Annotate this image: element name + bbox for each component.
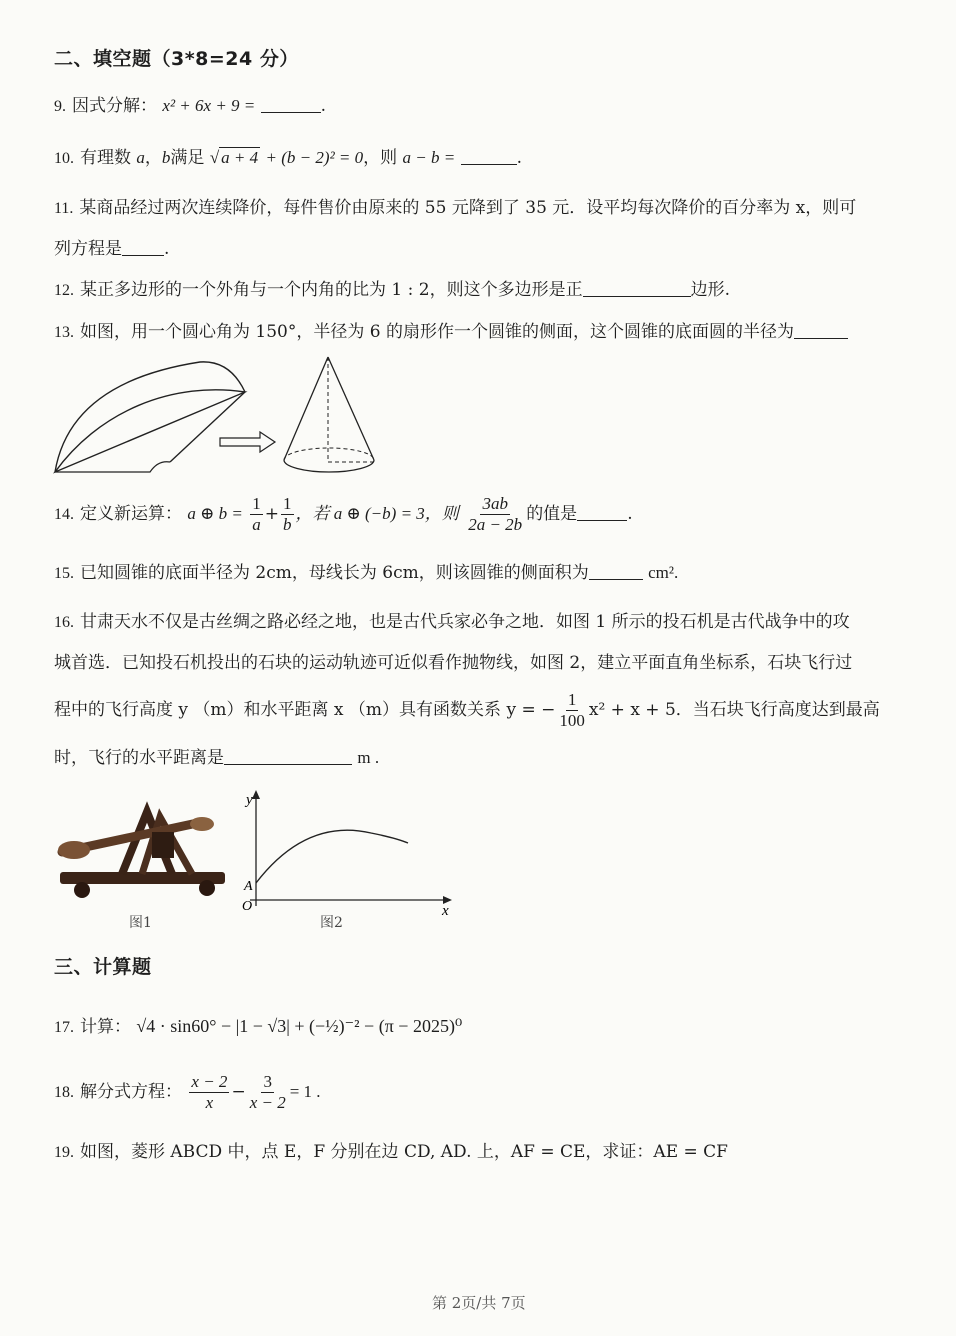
- question-text: 甘肃天水不仅是古丝绸之路必经之地，也是古代兵家必争之地．如图 1 所示的投石机是古代战争中的攻: [80, 612, 850, 632]
- catapult-wheel: [199, 880, 215, 896]
- parabola-curve: [256, 830, 408, 883]
- sector-corner: [55, 462, 170, 472]
- question-number: 15.: [54, 565, 74, 582]
- math-expression: = 1 .: [289, 1082, 321, 1101]
- question-9: [54, 94, 326, 119]
- figure2-caption: 图2: [320, 915, 343, 931]
- sqrt-expression: √ a + 4: [209, 148, 259, 167]
- fraction: [466, 494, 524, 535]
- axis-x-label: x: [442, 903, 449, 918]
- question-15: [54, 561, 678, 586]
- catapult-counterweight: [152, 832, 174, 858]
- numerator: 1: [567, 690, 577, 709]
- sector-radius: [170, 392, 245, 462]
- question-13: [54, 320, 848, 345]
- numerator: 1: [283, 494, 292, 513]
- answer-blank: [577, 504, 627, 521]
- math-expression: a ⊕ b =: [187, 504, 243, 523]
- numerator: 3: [263, 1072, 272, 1091]
- question-number: 13.: [54, 324, 74, 341]
- question-18: [54, 1072, 321, 1113]
- sector-arc: [55, 362, 245, 472]
- question-16-line3: [54, 690, 880, 731]
- question-number: 10.: [54, 150, 74, 167]
- question-11-line2: [54, 237, 169, 261]
- math-expression: x² + 6x + 9 =: [162, 96, 256, 115]
- question-label: 定义新运算：: [80, 504, 182, 524]
- section-title-fill-in: 二、填空题（3*8=24 分）: [54, 48, 299, 70]
- y-axis-arrow-icon: [252, 790, 260, 799]
- question-text: 时，飞行的水平距离是: [54, 748, 224, 768]
- math-expression: √4 · sin60° − |1 − √3| + (−½)⁻² − (π − 2025)⁰: [136, 1016, 463, 1036]
- question-number: 18.: [54, 1084, 74, 1101]
- question-text: 如图，用一个圆心角为 150°，半径为 6 的扇形作一个圆锥的侧面，这个圆锥的底面圆的半径为: [80, 322, 794, 342]
- math-expression: + (b − 2)² = 0: [265, 148, 364, 167]
- period: .: [627, 504, 633, 524]
- question-number: 16.: [54, 614, 74, 631]
- denominator: 100: [559, 711, 585, 730]
- fraction: [189, 1072, 229, 1113]
- answer-blank: [122, 239, 164, 256]
- plus-sign: +: [264, 504, 280, 524]
- period: .: [320, 96, 327, 116]
- question-text: 如图，菱形 ABCD 中，点 E，F 分别在边 CD, AD. 上，AF = CE，求证：AE = CF: [80, 1142, 728, 1162]
- fraction: [281, 494, 294, 535]
- catapult-wheel: [74, 882, 90, 898]
- catapult-sling: [58, 841, 90, 859]
- fraction: [248, 1072, 288, 1113]
- question-text: 某商品经过两次连续降价，每件售价由原来的 55 元降到了 35 元．设平均每次降价的百分率为 x，则可: [79, 198, 857, 218]
- section-title-calculation: 三、计算题: [54, 956, 152, 978]
- denominator: 2a − 2b: [468, 515, 523, 534]
- question-number: 19.: [54, 1144, 74, 1161]
- answer-blank: [261, 96, 321, 113]
- fraction: [557, 690, 587, 731]
- question-text: 满足: [170, 148, 205, 168]
- denominator: x − 2: [249, 1093, 286, 1112]
- origin-label: O: [242, 899, 253, 914]
- question-text: 程中的飞行高度 y （m）和水平距离 x （m）具有函数关系 y = −: [54, 700, 556, 720]
- question-label: 解分式方程：: [80, 1082, 182, 1102]
- period: .: [164, 239, 170, 259]
- answer-blank: [224, 748, 352, 765]
- question-number: 17.: [54, 1019, 74, 1036]
- numerator: 3ab: [482, 494, 508, 513]
- question-text: 边形.: [690, 280, 730, 300]
- question-number: 14.: [54, 506, 74, 523]
- trajectory-graph: [236, 788, 461, 918]
- answer-blank: [589, 563, 643, 580]
- unit: cm².: [648, 563, 679, 582]
- math-expression: a − b =: [402, 148, 456, 167]
- question-text: 已知圆锥的底面半径为 2cm，母线长为 6cm，则该圆锥的侧面积为: [80, 563, 589, 583]
- arrow-right-icon: [220, 432, 275, 452]
- answer-blank: [583, 280, 691, 297]
- var-a: a: [136, 148, 145, 167]
- radicand: a + 4: [221, 148, 259, 167]
- question-16-line2: [54, 651, 852, 675]
- question-number: 11.: [54, 200, 74, 217]
- question-11: [54, 196, 856, 221]
- comma: ，: [144, 148, 162, 168]
- question-14: [54, 494, 633, 535]
- question-label: 计算：: [80, 1017, 131, 1037]
- question-10: [54, 146, 522, 171]
- sector-shape: [55, 390, 245, 472]
- numerator: x − 2: [191, 1072, 228, 1091]
- catapult-image: [52, 792, 237, 907]
- question-text: x² + x + 5．当石块飞行高度达到最高: [588, 700, 880, 720]
- question-text: ，则: [363, 148, 398, 168]
- denominator: b: [283, 515, 292, 534]
- question-number: 12.: [54, 282, 74, 299]
- period: .: [516, 148, 523, 168]
- figure1-caption: 图1: [129, 915, 152, 931]
- question-text: 城首选．已知投石机投出的石块的运动轨迹可近似看作抛物线，如图 2，建立平面直角坐标系，石块飞行过: [54, 653, 853, 673]
- point-a-label: A: [244, 879, 253, 894]
- axis-y-label: y: [246, 792, 253, 808]
- sector-cone-figure: [50, 352, 390, 482]
- numerator: 1: [252, 494, 261, 513]
- answer-blank: [461, 148, 517, 165]
- question-16: [54, 610, 850, 635]
- denominator: a: [252, 515, 261, 534]
- minus-sign: −: [231, 1082, 246, 1102]
- question-12: [54, 278, 730, 303]
- question-label: 因式分解：: [72, 96, 157, 116]
- question-text: 某正多边形的一个外角与一个内角的比为 1 : 2，则这个多边形是正: [80, 280, 583, 300]
- question-16-line4: [54, 746, 379, 770]
- question-text: 的值是: [526, 504, 578, 524]
- answer-blank: [794, 322, 848, 339]
- var-b: b: [161, 148, 171, 167]
- math-expression: ，若 a ⊕ (−b) = 3，则: [295, 504, 459, 523]
- question-number: 9.: [54, 98, 66, 115]
- question-text: 列方程是: [54, 239, 122, 259]
- page-footer: 第 2页/共 7页: [432, 1294, 526, 1312]
- question-17: [54, 1014, 462, 1040]
- question-text: 有理数: [80, 148, 131, 168]
- catapult-bucket: [190, 817, 214, 831]
- denominator: x: [205, 1093, 214, 1112]
- cone-shape: [284, 357, 374, 472]
- unit: m .: [357, 748, 380, 767]
- question-19: [54, 1140, 728, 1165]
- fraction: [250, 494, 263, 535]
